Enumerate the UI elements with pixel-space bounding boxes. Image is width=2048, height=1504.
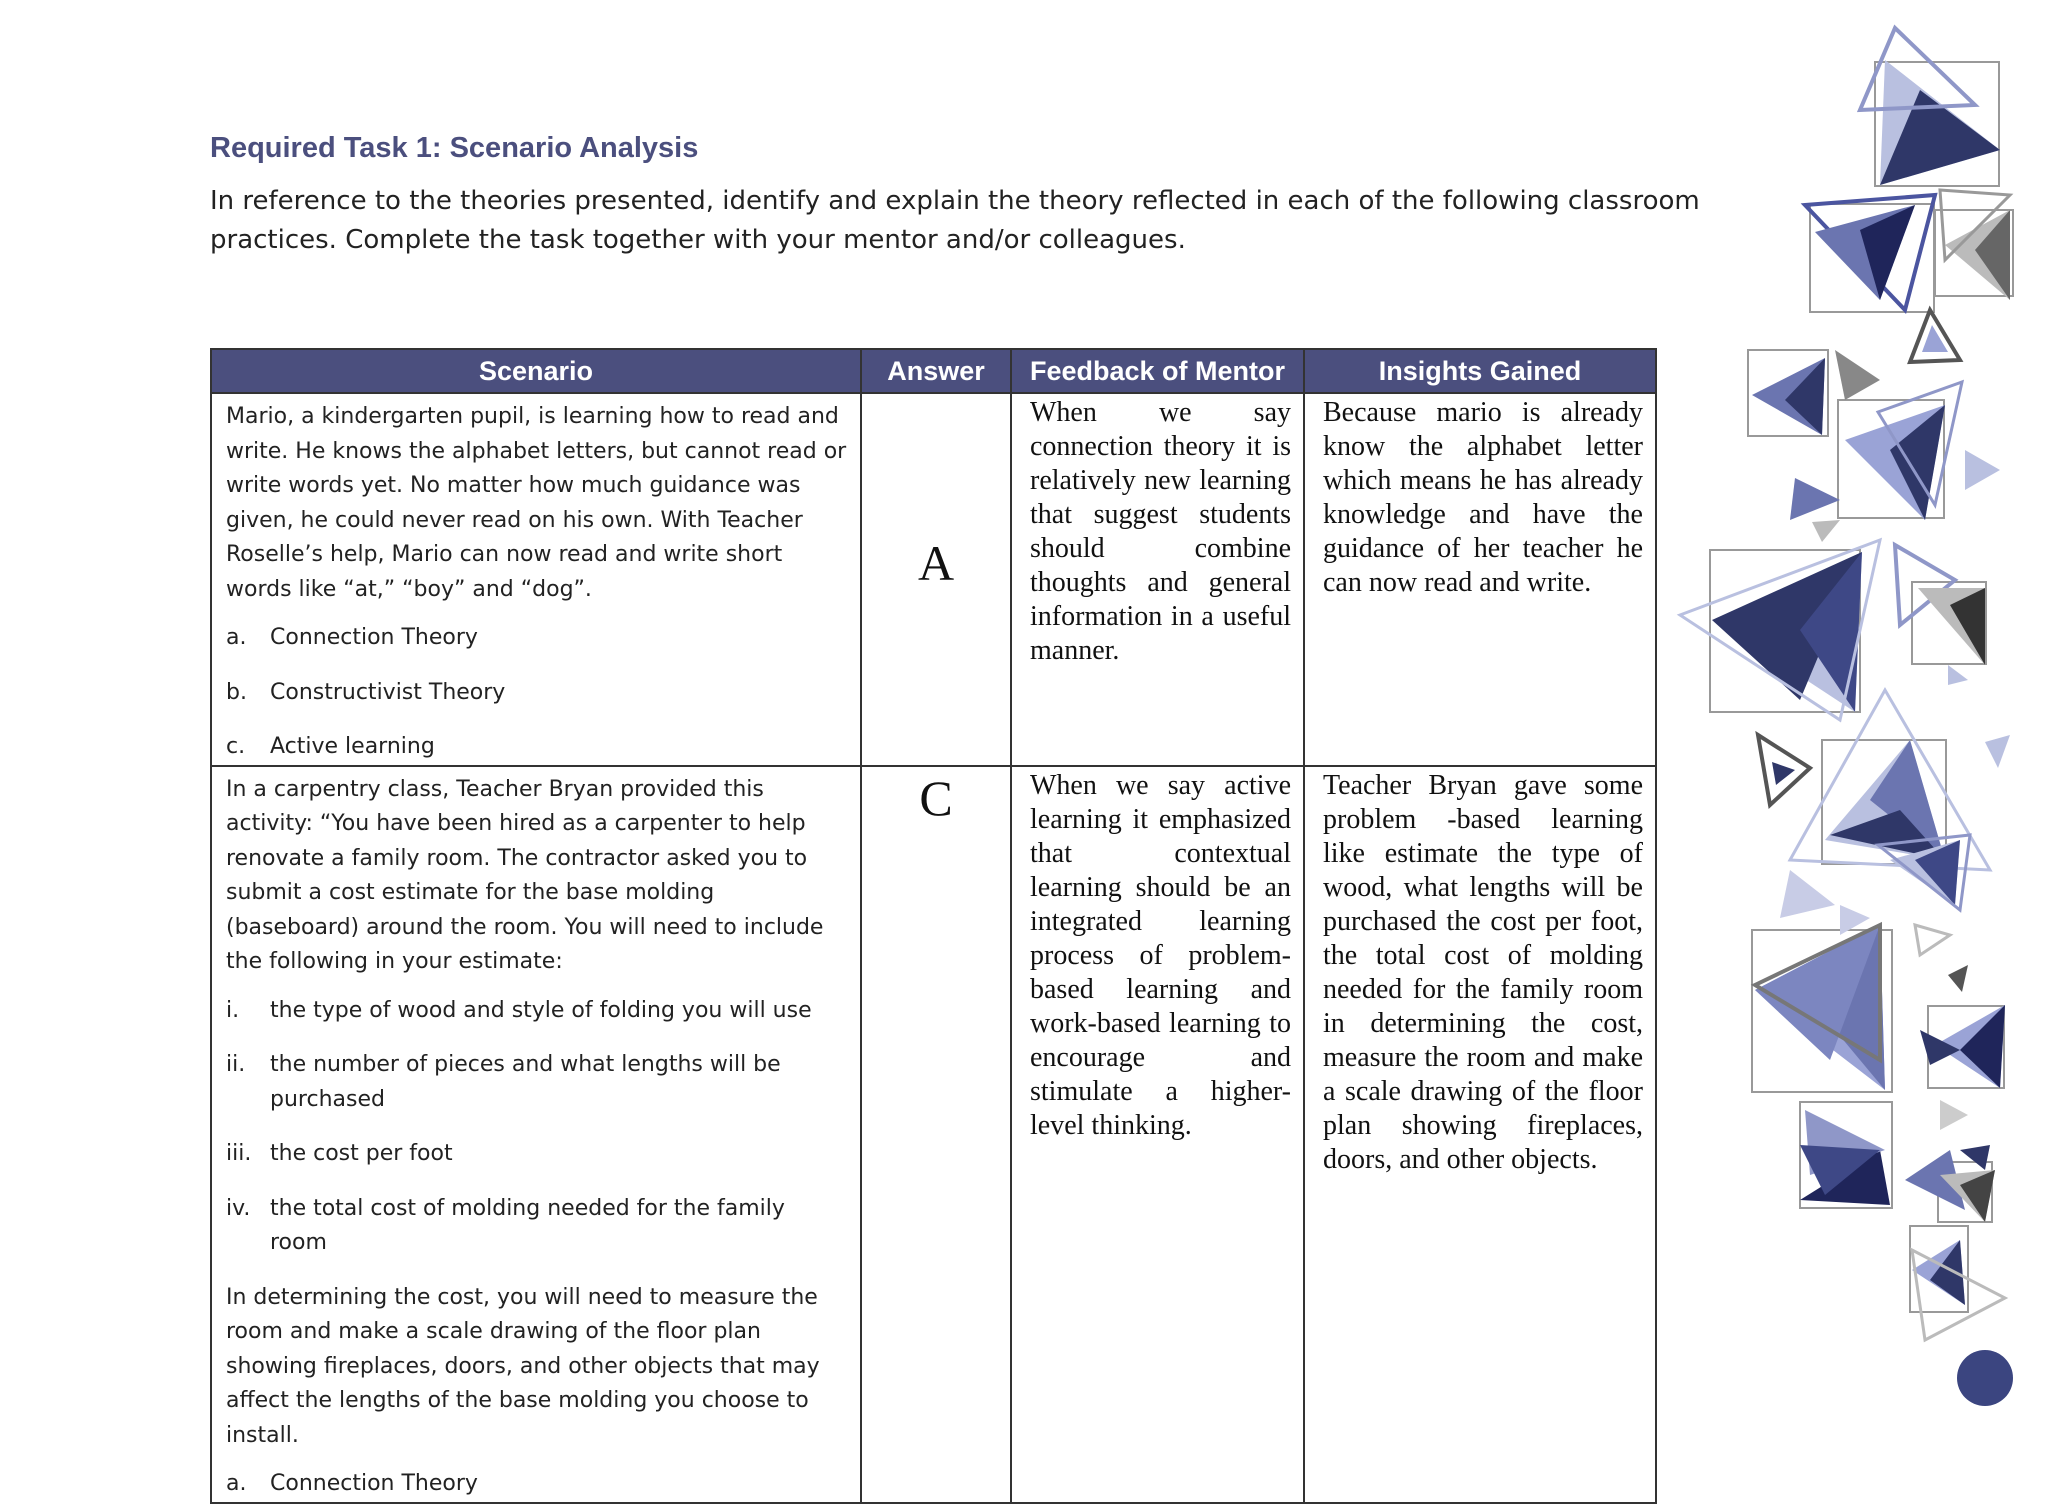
option-text: the total cost of molding needed for the family room <box>270 1195 785 1255</box>
triangle-shape-2 <box>1805 195 1935 310</box>
triangle-shape-7 <box>1790 478 1840 542</box>
option-text: Active learning <box>270 734 435 759</box>
circle-ornament <box>1957 1350 2013 1406</box>
triangle-shape-4 <box>1910 310 1960 362</box>
answer-value: C <box>919 769 953 826</box>
scenario-text: In a carpentry class, Teacher Bryan provided this activity: “You have been hired as a carpenter to help renovate a family room. The contractor asked you to submit a cost estimate for the base molding (baseboard) around the room. You will need to include the following in your estimate: <box>226 776 824 974</box>
task-instructions: In reference to the theories presented, identify and explain the theory reflected in each of the following classroom practices. Complete the task together with your mentor and/or colleagues. <box>210 186 1700 255</box>
option-marker: b. <box>226 679 247 705</box>
option-text: Connection Theory <box>270 625 478 650</box>
option-marker: ii. <box>226 1052 246 1077</box>
option-item <box>226 1467 848 1502</box>
option-text: the cost per foot <box>270 1141 453 1166</box>
page-heading: Required Task 1: Scenario Analysis <box>210 132 699 164</box>
triangle-shape-3 <box>1940 190 2010 300</box>
feedback-text: When we say active learning it emphasized that contextual learning should be an integrated learning process of problem-based learning and work-based learning to encourage and stimulate a higher-level thinking. <box>1030 769 1291 1141</box>
triangle-shape-18 <box>1912 1240 2005 1340</box>
answer-value: A <box>917 535 955 591</box>
option-text: Constructivist Theory <box>270 679 506 705</box>
insights-text: Teacher Bryan gave some problem -based learning like estimate the type of wood, what lengths will be purchased the cost per foot, the total cost of molding needed for the family room in determining the cost, measure the room and make a scale drawing of the floor plan showing fireplaces, doors, and other objects. <box>1323 769 1643 1175</box>
feedback-text: When we say connection theory it is relatively new learning that suggest students should combine thoughts and general information in a useful manner. <box>1030 397 1291 666</box>
option-marker: a. <box>226 625 247 650</box>
triangle-shape-15 <box>1920 965 2005 1088</box>
option-marker: a. <box>226 1471 247 1496</box>
option-text: the type of wood and style of folding you will use <box>270 997 812 1023</box>
triangle-shape-17 <box>1905 1145 1995 1222</box>
column-header-answer: Answer <box>861 349 1011 393</box>
option-marker: iii. <box>226 1141 252 1166</box>
scenario-text: In determining the cost, you will need to measure the room and make a scale drawing of the floor plan showing fireplaces, doors, and other objects that may affect the lengths of the base molding you choose to install. <box>226 1284 820 1448</box>
triangle-shape-6 <box>1845 382 2000 520</box>
insights-text: Because mario is already know the alphabet letter which means he has already knowledge and have the guidance of her teacher he can now read and write. <box>1323 397 1643 598</box>
option-text: Connection Theory <box>270 1471 478 1496</box>
triangle-shape-14 <box>1755 925 1885 1090</box>
option-text: the number of pieces and what lengths will be purchased <box>270 1052 781 1112</box>
scenario-text: Mario, a kindergarten pupil, is learning how to read and write. He knows the alphabet letters, but cannot read or write words yet. No matter how much guidance was given, he could never read on his own. With Teacher Roselle’s help, Mario can now read and write short words like “at,” “boy” and “dog”. <box>226 404 847 602</box>
column-header-insights: Insights Gained <box>1304 349 1656 393</box>
column-header-scenario: Scenario <box>211 349 861 393</box>
option-marker: c. <box>226 734 246 759</box>
option-marker: iv. <box>226 1195 251 1221</box>
option-marker: i. <box>226 997 240 1023</box>
triangle-shape-5 <box>1752 350 1880 435</box>
column-header-feedback: Feedback of Mentor <box>1011 349 1304 393</box>
triangle-shape-1 <box>1860 28 2000 185</box>
